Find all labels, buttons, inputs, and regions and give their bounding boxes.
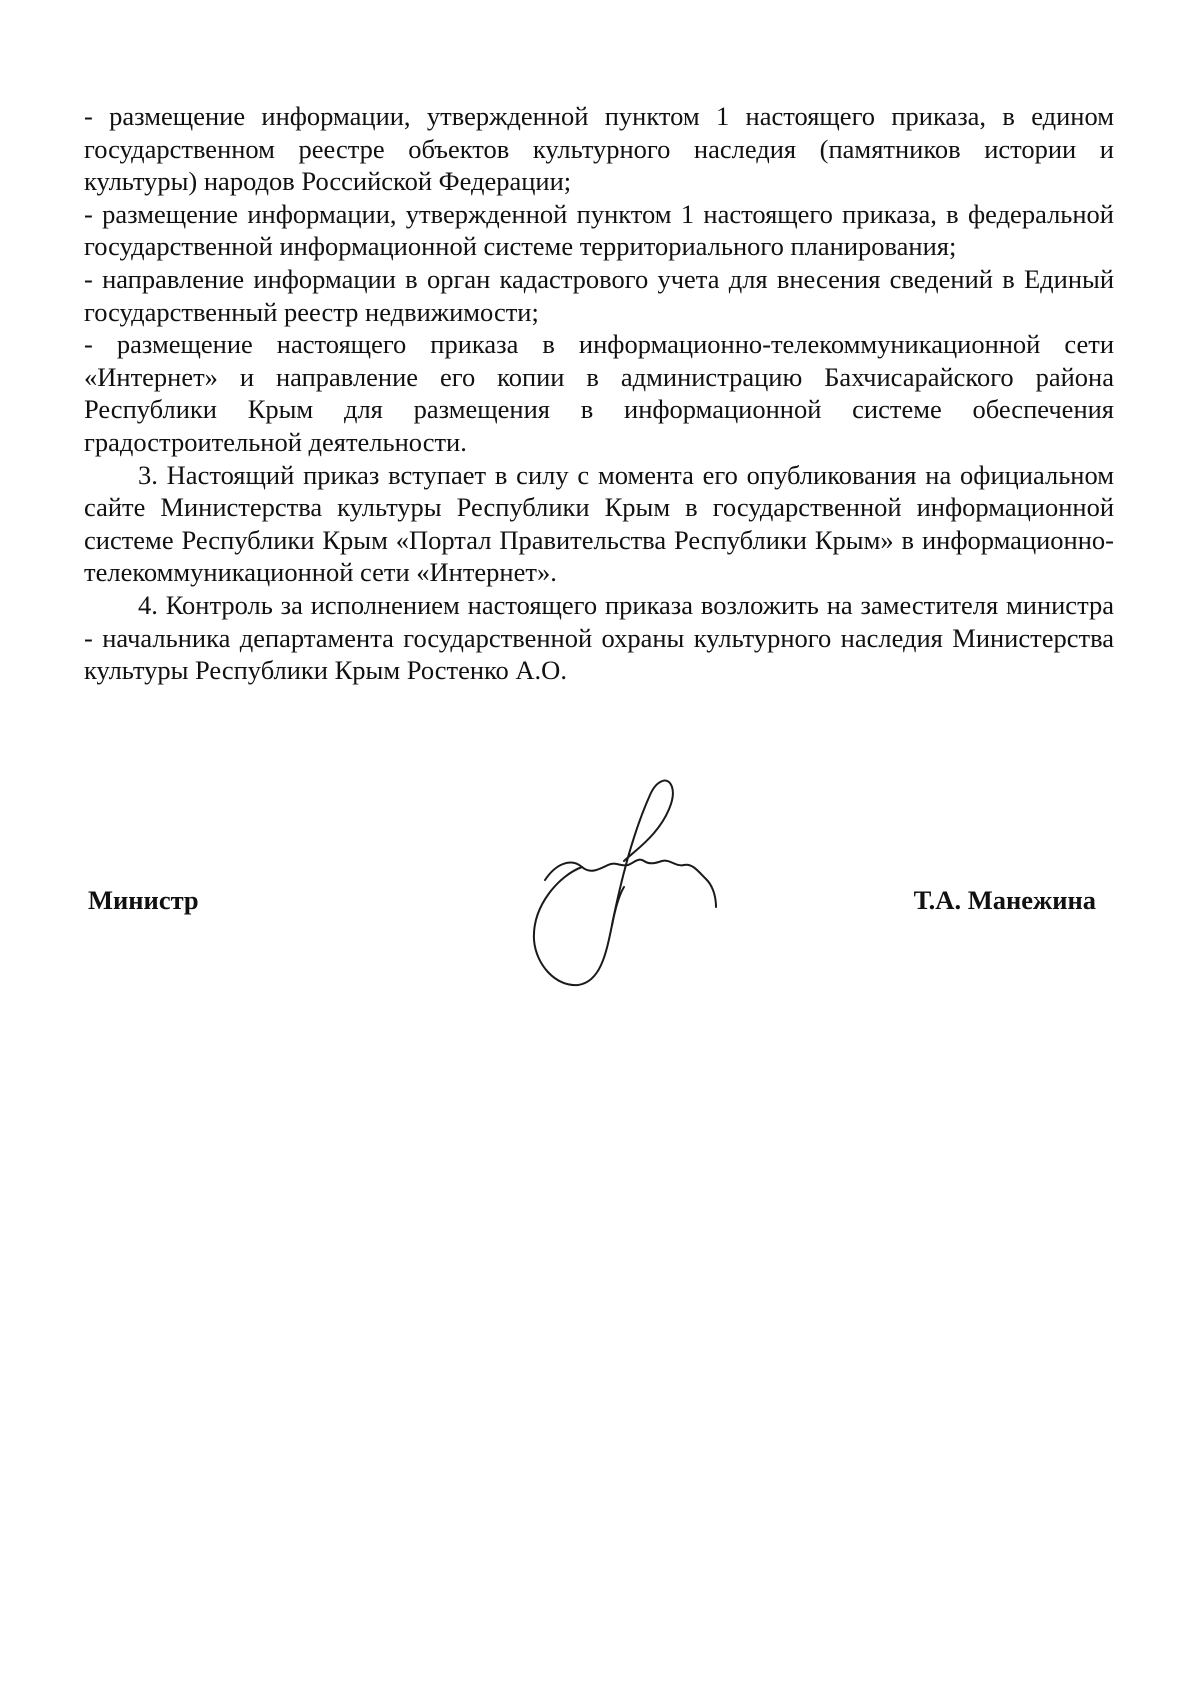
list-item-registry: - размещение информации, утвержденной пунктом 1 настоящего приказа, в едином государственном реестре объектов культурного наследия (памятников истории и культуры) народов Российской Федерации; xyxy=(84,101,1114,197)
clause-4: 4. Контроль за исполнением настоящего приказа возложить на заместителя министра - начальника департамента государственной охраны культурного наследия Министерства культуры Республики Крым Ростенко А.О. xyxy=(84,589,1114,686)
handwritten-signature xyxy=(520,775,740,995)
clause-3: 3. Настоящий приказ вступает в силу с момента его опубликования на официальном сайте Министерства культуры Республики Крым в государственной информационной системе Республики Крым «Портал Правительства Республики Крым» в информационно-телекоммуникационной сети «Интернет». xyxy=(84,459,1114,588)
list-item-cadastre: - направление информации в орган кадастрового учета для внесения сведений в Единый государственный реестр недвижимости; xyxy=(84,263,1114,327)
list-item-internet-publication: - размещение настоящего приказа в информационно-телекоммуникационной сети «Интернет» и направление его копии в администрацию Бахчисарайского района Республики Крым для размещения в информационной системе обеспечения градостроительной деятельности. xyxy=(84,329,1114,457)
signatory-title: Министр xyxy=(88,885,199,915)
signatory-name: Т.А. Манежина xyxy=(913,885,1096,915)
document-body xyxy=(84,100,1114,687)
list-item-planning-system: - размещение информации, утвержденной пунктом 1 настоящего приказа, в федеральной государственной информационной системе территориального планирования; xyxy=(84,198,1114,262)
